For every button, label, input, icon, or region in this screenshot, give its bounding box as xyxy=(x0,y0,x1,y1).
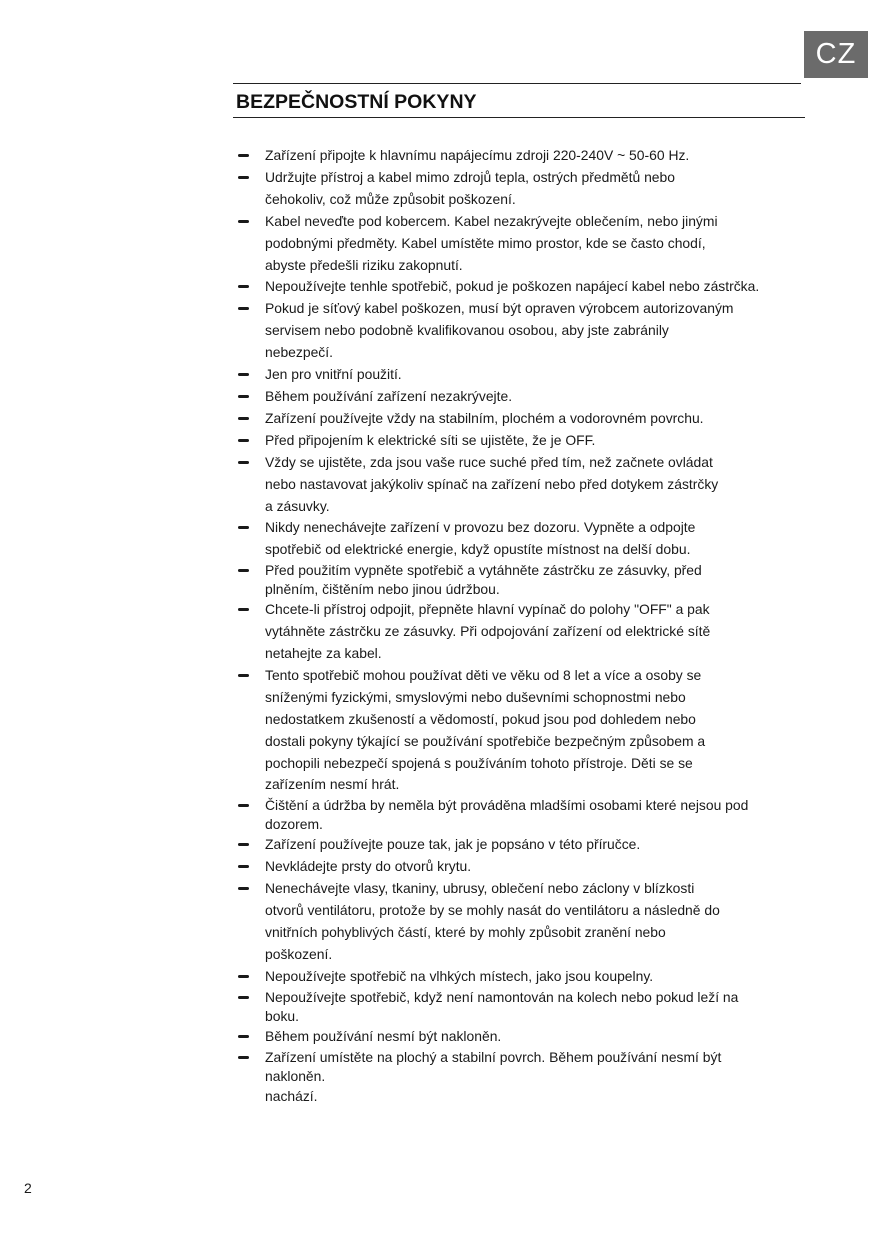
list-item xyxy=(236,1048,806,1086)
dash-bullet-icon xyxy=(238,608,249,611)
list-item xyxy=(236,452,806,518)
dash-bullet-icon xyxy=(238,865,249,868)
dash-bullet-icon xyxy=(238,804,249,807)
page-number: 2 xyxy=(24,1180,32,1196)
dash-bullet-icon xyxy=(238,569,249,572)
top-divider xyxy=(233,83,801,84)
dash-bullet-icon xyxy=(238,285,249,288)
dash-bullet-icon xyxy=(238,395,249,398)
list-item-text: Pokud je síťový kabel poškozen, musí být opraven výrobcem autorizovaným servisem nebo podobně kvalifikovanou osobou, aby jste zabránily nebezpečí. xyxy=(265,300,734,361)
list-item-text: Nenechávejte vlasy, tkaniny, ubrusy, oblečení nebo záclony v blízkosti otvorů ventilátoru, protože by se mohly nasát do ventilátoru a následně do vnitřních pohyblivých částí, které by mohly způsobit zranění nebo poškození. xyxy=(265,880,720,962)
title-divider xyxy=(233,117,805,118)
dash-bullet-icon xyxy=(238,1056,249,1059)
list-item xyxy=(236,665,806,796)
list-item xyxy=(236,145,806,167)
list-item xyxy=(236,386,806,408)
list-item-text: Nepoužívejte tenhle spotřebič, pokud je poškozen napájecí kabel nebo zástrčka. xyxy=(265,278,760,295)
list-item xyxy=(236,796,806,834)
list-item-text: Během používání nesmí být nakloněn. xyxy=(265,1027,502,1044)
list-item xyxy=(236,408,806,430)
list-item xyxy=(236,167,806,211)
list-item-text: Zařízení umístěte na plochý a stabilní povrch. Během používání nesmí být nakloněn. xyxy=(265,1048,722,1084)
list-item xyxy=(236,298,806,364)
list-item xyxy=(236,834,806,856)
list-item-text: Před připojením k elektrické síti se ujistěte, že je OFF. xyxy=(265,431,596,448)
list-item-text: Udržujte přístroj a kabel mimo zdrojů tepla, ostrých předmětů nebo čehokoliv, což může způsobit poškození. xyxy=(265,168,675,207)
safety-instructions-list xyxy=(236,145,806,1108)
dash-bullet-icon xyxy=(238,975,249,978)
dash-bullet-icon xyxy=(238,843,249,846)
list-item-text: Nevkládejte prsty do otvorů krytu. xyxy=(265,858,472,875)
list-item xyxy=(236,430,806,452)
list-item xyxy=(236,988,806,1026)
list-item xyxy=(236,364,806,386)
list-item-text: Jen pro vnitřní použití. xyxy=(265,366,402,383)
list-item xyxy=(236,1026,806,1048)
dash-bullet-icon xyxy=(238,307,249,310)
dash-bullet-icon xyxy=(238,439,249,442)
dash-bullet-icon xyxy=(238,373,249,376)
list-item-text: Čištění a údržba by neměla být prováděna mladšími osobami které nejsou pod dozorem. xyxy=(265,797,749,833)
list-item-text: Kabel neveďte pod kobercem. Kabel nezakrývejte oblečením, nebo jinými podobnými předměty. Kabel umístěte mimo prostor, kde se často chodí, abyste předešli riziku zakopnutí. xyxy=(265,212,718,273)
list-item xyxy=(236,856,806,878)
list-item xyxy=(236,561,806,599)
list-item-text: Chcete-li přístroj odpojit, přepněte hlavní vypínač do polohy "OFF" a pak vytáhněte zástrčku ze zásuvky. Při odpojování zařízení od elektrické sítě netahejte za kabel. xyxy=(265,601,711,662)
list-item xyxy=(236,878,806,966)
trailing-text: nachází. xyxy=(265,1087,318,1104)
list-item-text: Nepoužívejte spotřebič, když není namontován na kolech nebo pokud leží na boku. xyxy=(265,988,739,1024)
dash-bullet-icon xyxy=(238,887,249,890)
language-tab: CZ xyxy=(804,31,868,78)
dash-bullet-icon xyxy=(238,154,249,157)
list-item xyxy=(236,599,806,665)
list-item xyxy=(236,211,806,277)
dash-bullet-icon xyxy=(238,526,249,529)
dash-bullet-icon xyxy=(238,417,249,420)
list-item-text: Nepoužívejte spotřebič na vlhkých místech, jako jsou koupelny. xyxy=(265,967,654,984)
dash-bullet-icon xyxy=(238,1035,249,1038)
page-title: BEZPEČNOSTNÍ POKYNY xyxy=(236,91,477,113)
list-item-text: Nikdy nenechávejte zařízení v provozu bez dozoru. Vypněte a odpojte spotřebič od elektrické energie, když opustíte místnost na delší dobu. xyxy=(265,519,696,558)
list-item xyxy=(236,517,806,561)
list-item xyxy=(236,276,806,298)
list-item-text: Vždy se ujistěte, zda jsou vaše ruce suché před tím, než začnete ovládat nebo nastavovat jakýkoliv spínač na zařízení nebo před dotykem zástrčky a zásuvky. xyxy=(265,453,719,514)
dash-bullet-icon xyxy=(238,674,249,677)
list-item-text: Zařízení připojte k hlavnímu napájecímu zdroji 220-240V ~ 50-60 Hz. xyxy=(265,147,690,163)
dash-bullet-icon xyxy=(238,176,249,179)
dash-bullet-icon xyxy=(238,220,249,223)
list-item-text: Tento spotřebič mohou používat děti ve věku od 8 let a více a osoby se sníženými fyzickými, smyslovými nebo duševními schopnostmi nebo nedostatkem zkušeností a vědomostí, pokud jsou pod dohledem nebo dostali pokyny týkající se používání spotřebiče bezpečným způsobem a pochopili nebezpečí spojená s používáním tohoto přístroje. Děti se se zařízením nesmí hrát. xyxy=(265,666,706,793)
list-item-text: Zařízení používejte pouze tak, jak je popsáno v této příručce. xyxy=(265,836,641,853)
list-item xyxy=(236,966,806,988)
list-item-text: Před použitím vypněte spotřebič a vytáhněte zástrčku ze zásuvky, před plněním, čištěním nebo jinou údržbou. xyxy=(265,562,702,598)
dash-bullet-icon xyxy=(238,461,249,464)
dash-bullet-icon xyxy=(238,996,249,999)
list-item-text: Během používání zařízení nezakrývejte. xyxy=(265,387,513,404)
list-item-text: Zařízení používejte vždy na stabilním, plochém a vodorovném povrchu. xyxy=(265,409,704,426)
